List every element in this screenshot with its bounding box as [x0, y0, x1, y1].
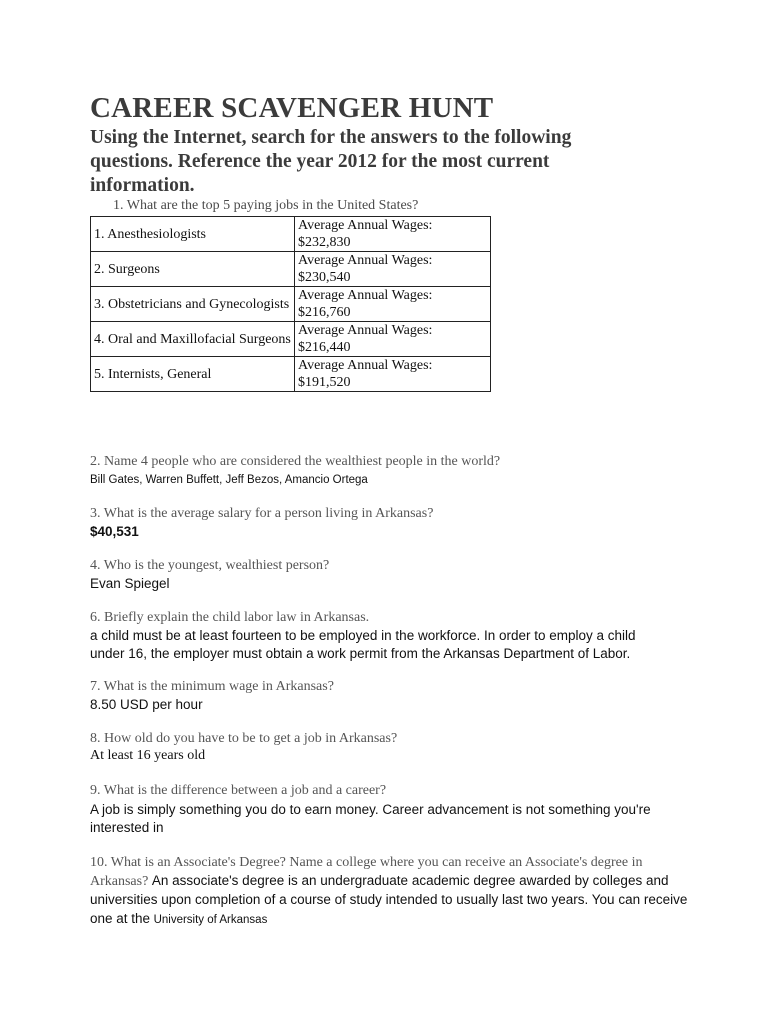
wage-cell — [295, 252, 491, 287]
wage-value: $216,760 — [298, 305, 351, 320]
table-row — [91, 217, 491, 252]
top-jobs-table — [90, 216, 491, 392]
job-cell: 2. Surgeons — [91, 252, 295, 287]
job-cell: 5. Internists, General — [91, 357, 295, 392]
table-row — [91, 252, 491, 287]
intro-instructions: Using the Internet, search for the answers to the following questions. Reference the year 2012 for the most current information. — [90, 127, 572, 196]
answer-2: Bill Gates, Warren Buffett, Jeff Bezos, Amancio Ortega — [90, 474, 368, 486]
table-row — [91, 287, 491, 322]
wage-value: $216,440 — [298, 340, 351, 355]
wage-label: Average Annual Wages: — [298, 358, 433, 373]
question-3: 3. What is the average salary for a person living in Arkansas? — [90, 506, 434, 521]
question-10: 10. What is an Associate's Degree? Name a college where you can receive an Associate's degree in Arkansas? — [90, 855, 643, 889]
table-row — [91, 357, 491, 392]
wage-cell — [295, 217, 491, 252]
question-1: 1. What are the top 5 paying jobs in the United States? — [113, 198, 419, 213]
answer-9: A job is simply something you do to earn money. Career advancement is not something you're interested in — [90, 802, 651, 835]
wage-value: $230,540 — [298, 270, 351, 285]
page-title: CAREER SCAVENGER HUNT — [90, 92, 494, 124]
job-cell: 3. Obstetricians and Gynecologists — [91, 287, 295, 322]
wage-label: Average Annual Wages: — [298, 288, 433, 303]
answer-3: $40,531 — [90, 524, 139, 539]
wage-cell — [295, 287, 491, 322]
question-2: 2. Name 4 people who are considered the wealthiest people in the world? — [90, 454, 501, 469]
wage-cell — [295, 357, 491, 392]
wage-value: $191,520 — [298, 375, 351, 390]
answer-7: 8.50 USD per hour — [90, 697, 203, 712]
question-6: 6. Briefly explain the child labor law in Arkansas. — [90, 610, 370, 625]
wage-value: $232,830 — [298, 235, 351, 250]
job-cell: 1. Anesthesiologists — [91, 217, 295, 252]
question-10-block — [90, 854, 690, 929]
question-7: 7. What is the minimum wage in Arkansas? — [90, 679, 334, 694]
question-9: 9. What is the difference between a job and a career? — [90, 783, 387, 798]
answer-6: a child must be at least fourteen to be employed in the workforce. In order to employ a child under 16, the employer must obtain a work permit from the Arkansas Department of Labor. — [90, 628, 636, 661]
table-row — [91, 322, 491, 357]
wage-label: Average Annual Wages: — [298, 218, 433, 233]
answer-8: At least 16 years old — [90, 748, 206, 763]
wage-label: Average Annual Wages: — [298, 323, 433, 338]
question-8: 8. How old do you have to be to get a job in Arkansas? — [90, 731, 398, 746]
answer-10: An associate's degree is an undergraduate academic degree awarded by colleges and universities upon completion of a course of study intended to usually last two years. You can receive one at the — [90, 873, 688, 926]
job-cell: 4. Oral and Maxillofacial Surgeons — [91, 322, 295, 357]
answer-4: Evan Spiegel — [90, 576, 170, 591]
answer-10-college: University of Arkansas — [153, 914, 268, 926]
wage-label: Average Annual Wages: — [298, 253, 433, 268]
question-4: 4. Who is the youngest, wealthiest person? — [90, 558, 330, 573]
wage-cell — [295, 322, 491, 357]
